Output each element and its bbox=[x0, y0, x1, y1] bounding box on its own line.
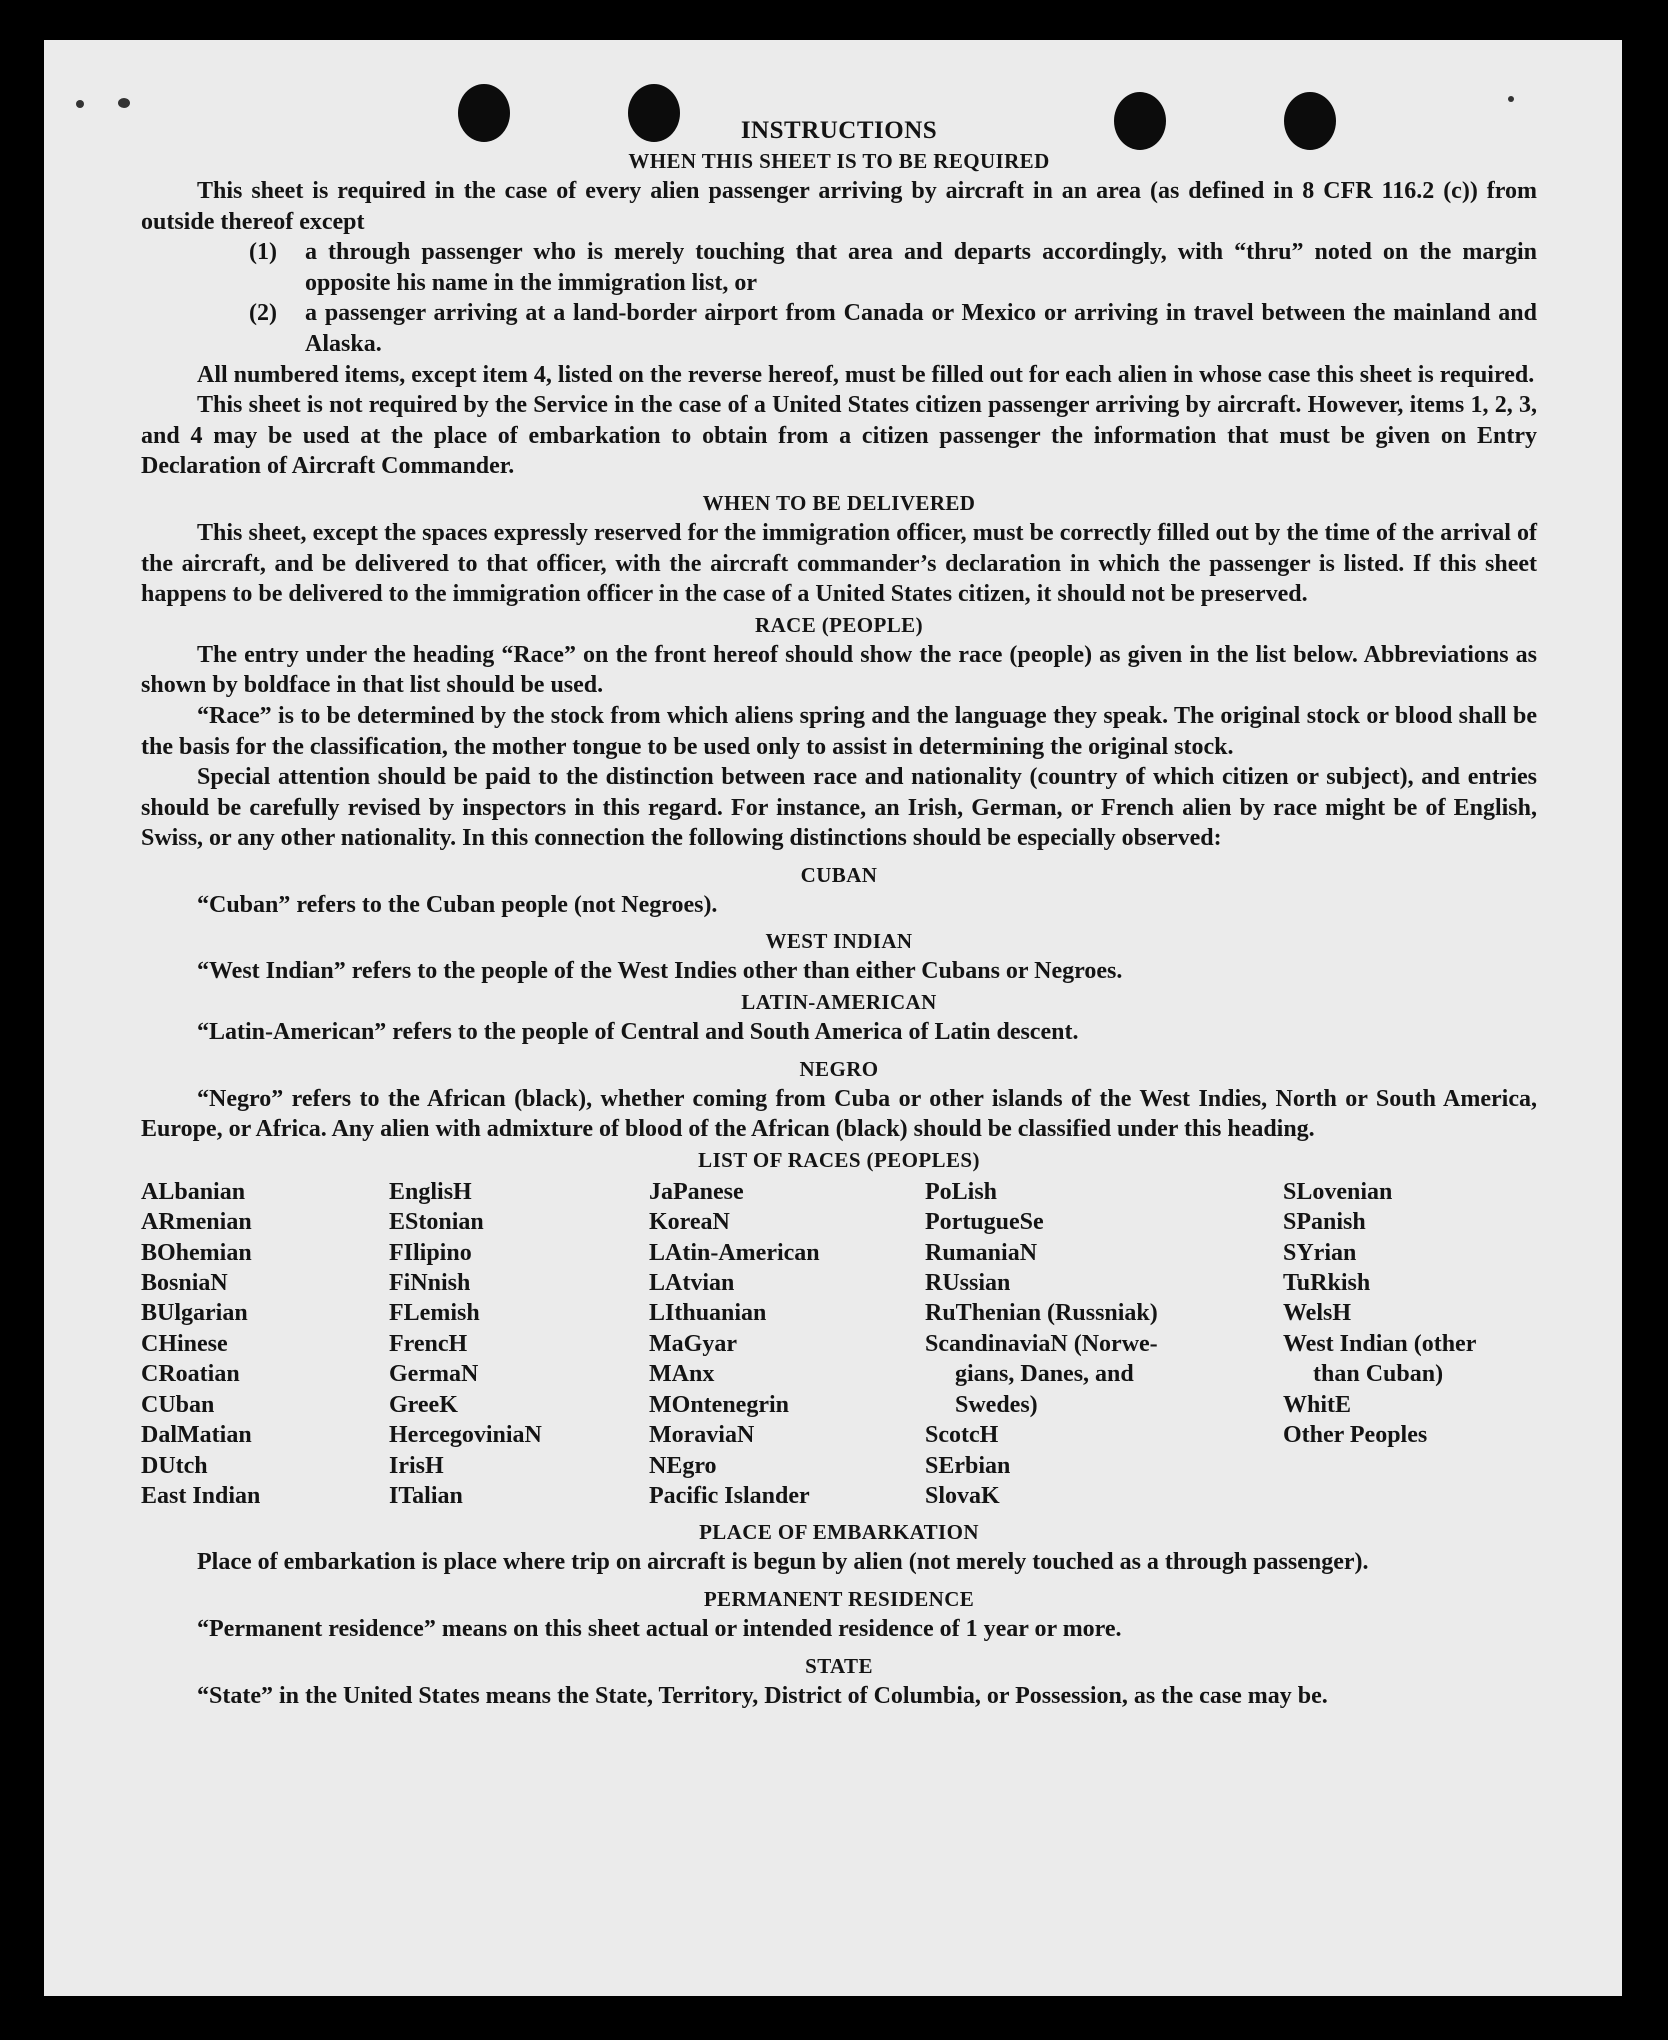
paragraph: “West Indian” refers to the people of the West Indies other than either Cubans or Negroes. bbox=[197, 958, 1123, 985]
item-text: a passenger arriving at a land-border airport from Canada or Mexico or arriving in travel between the mainland and Alaska. bbox=[305, 300, 1537, 357]
races-column bbox=[925, 1177, 1283, 1511]
race-entry: JaPanese bbox=[649, 1178, 744, 1205]
race-entry: RuThenian (Russniak) bbox=[925, 1300, 1158, 1327]
race-entry: FrencH bbox=[389, 1330, 468, 1357]
race-entry-continued: gians, Danes, and bbox=[955, 1361, 1134, 1388]
race-entry: ARmenian bbox=[141, 1209, 252, 1236]
race-entry: MoraviaN bbox=[649, 1422, 755, 1449]
race-entry: ScandinaviaN (Norwe- bbox=[925, 1330, 1158, 1357]
race-entry: RUssian bbox=[925, 1270, 1011, 1297]
section-heading-negro: NEGRO bbox=[799, 1056, 879, 1081]
race-entry: DUtch bbox=[141, 1452, 208, 1479]
section-heading-latin-american: LATIN-AMERICAN bbox=[741, 990, 937, 1015]
paragraph: This sheet, except the spaces expressly reserved for the immigration officer, must be correctly filled out by the time of the arrival of the aircraft, and be delivered to that officer, with the aircraft commander’s declaration in which the passenger is listed. If this sheet happens to be delivered to the immigration officer in the case of a United States citizen, it should not be preserved. bbox=[141, 519, 1537, 608]
race-entry: Other Peoples bbox=[1283, 1422, 1428, 1449]
race-entry: BUlgarian bbox=[141, 1300, 248, 1327]
race-entry: ITalian bbox=[389, 1482, 463, 1509]
race-entry: SlovaK bbox=[925, 1482, 1000, 1509]
race-entry: TuRkish bbox=[1283, 1270, 1371, 1297]
races-column bbox=[1283, 1177, 1537, 1511]
paragraph: Place of embarkation is place where trip on aircraft is begun by alien (not merely touched as a through passenger). bbox=[197, 1549, 1369, 1576]
section-heading-required: WHEN THIS SHEET IS TO BE REQUIRED bbox=[628, 149, 1050, 173]
paragraph: This sheet is required in the case of every alien passenger arriving by aircraft in an area (as defined in 8 CFR 116.2 (c)) from outside thereof except bbox=[141, 178, 1537, 235]
race-entry: PortugueSe bbox=[925, 1209, 1044, 1236]
race-entry: WelsH bbox=[1283, 1300, 1352, 1327]
race-entry: EStonian bbox=[389, 1209, 484, 1236]
race-entry: Pacific Islander bbox=[649, 1482, 810, 1509]
item-number: (2) bbox=[249, 300, 277, 327]
race-entry: FiNnish bbox=[389, 1270, 471, 1297]
race-entry: KoreaN bbox=[649, 1209, 730, 1236]
section-heading-embarkation: PLACE OF EMBARKATION bbox=[699, 1520, 979, 1545]
section-heading-delivered: WHEN TO BE DELIVERED bbox=[702, 490, 976, 515]
race-entry: East Indian bbox=[141, 1482, 261, 1509]
instructions-content bbox=[141, 116, 1537, 1711]
paragraph: The entry under the heading “Race” on the front hereof should show the race (people) as given in the list below. Abbreviations as shown by boldface in that list should be used. bbox=[141, 641, 1537, 699]
paragraph: “Negro” refers to the African (black), whether coming from Cuba or other islands of the West Indies, North or South America, Europe, or Africa. Any alien with admixture of blood of the African (black) should be classified under this heading. bbox=[141, 1085, 1537, 1143]
paragraph: “Cuban” refers to the Cuban people (not Negroes). bbox=[197, 891, 718, 918]
race-entry: SErbian bbox=[925, 1452, 1011, 1479]
race-entry: FIlipino bbox=[389, 1239, 472, 1266]
paragraph: Special attention should be paid to the distinction between race and nationality (country of which citizen or subject), and entries should be carefully revised by inspectors in this regard. For instance, an Irish, German, or French alien by race might be of English, Swiss, or any other nationality. In this connection the following distinctions should be especially observed: bbox=[141, 764, 1537, 852]
race-entry: BosniaN bbox=[141, 1270, 228, 1297]
race-entry: CRoatian bbox=[141, 1361, 240, 1388]
race-entry: EnglisH bbox=[389, 1178, 472, 1205]
race-entry: MaGyar bbox=[649, 1330, 737, 1357]
race-entry: BOhemian bbox=[141, 1239, 252, 1266]
races-list bbox=[141, 1177, 1537, 1511]
race-entry: WhitE bbox=[1283, 1391, 1352, 1418]
document-sheet bbox=[44, 40, 1622, 1996]
race-entry-continued: than Cuban) bbox=[1313, 1361, 1444, 1388]
race-entry: MAnx bbox=[649, 1361, 715, 1388]
section-heading-west-indian: WEST INDIAN bbox=[765, 929, 913, 954]
section-heading-cuban: CUBAN bbox=[800, 862, 878, 887]
page-title: INSTRUCTIONS bbox=[740, 117, 938, 144]
race-entry: ALbanian bbox=[141, 1178, 246, 1205]
list-item bbox=[141, 298, 1537, 359]
race-entry: MOntenegrin bbox=[649, 1391, 789, 1418]
race-entry: FLemish bbox=[389, 1300, 480, 1327]
race-entry: LIthuanian bbox=[649, 1300, 767, 1327]
race-entry: LAtvian bbox=[649, 1270, 735, 1297]
section-heading-races-list: LIST OF RACES (PEOPLES) bbox=[698, 1147, 980, 1172]
paragraph: “Latin-American” refers to the people of Central and South America of Latin descent. bbox=[197, 1019, 1079, 1046]
ink-speck bbox=[76, 100, 84, 108]
race-entry: West Indian (other bbox=[1283, 1330, 1477, 1357]
races-column bbox=[649, 1177, 925, 1511]
race-entry: RumaniaN bbox=[925, 1239, 1038, 1266]
section-heading-residence: PERMANENT RESIDENCE bbox=[703, 1586, 975, 1611]
ink-speck bbox=[1508, 96, 1514, 102]
paragraph: “Race” is to be determined by the stock from which aliens spring and the language they speak. The original stock or blood shall be the basis for the classification, the mother tongue to be used only to assist in determining the original stock. bbox=[141, 702, 1537, 760]
race-entry: CUban bbox=[141, 1391, 215, 1418]
section-heading-state: STATE bbox=[805, 1653, 873, 1678]
paragraph: “Permanent residence” means on this sheet actual or intended residence of 1 year or more. bbox=[197, 1615, 1122, 1642]
race-entry: DalMatian bbox=[141, 1422, 252, 1449]
race-entry: SLovenian bbox=[1283, 1178, 1393, 1205]
race-entry: SPanish bbox=[1283, 1209, 1366, 1236]
race-entry: NEgro bbox=[649, 1452, 717, 1479]
paragraph: All numbered items, except item 4, listed on the reverse hereof, must be filled out for each alien in whose case this sheet is required. bbox=[197, 361, 1535, 388]
races-column bbox=[141, 1177, 389, 1511]
race-entry: SYrian bbox=[1283, 1239, 1357, 1266]
item-text: a through passenger who is merely touching that area and departs accordingly, with “thru” noted on the margin opposite his name in the immigration list, or bbox=[305, 239, 1537, 296]
race-entry: LAtin-American bbox=[649, 1239, 820, 1266]
race-entry: HercegoviniaN bbox=[389, 1422, 542, 1449]
races-column bbox=[389, 1177, 649, 1511]
item-number: (1) bbox=[249, 239, 277, 266]
race-entry-continued: Swedes) bbox=[955, 1391, 1038, 1418]
race-entry: IrisH bbox=[389, 1452, 444, 1479]
race-entry: CHinese bbox=[141, 1330, 228, 1357]
race-entry: GermaN bbox=[389, 1361, 479, 1388]
race-entry: ScotcH bbox=[925, 1422, 999, 1449]
section-heading-race: RACE (PEOPLE) bbox=[755, 612, 923, 637]
race-entry: GreeK bbox=[389, 1391, 458, 1418]
list-item bbox=[141, 237, 1537, 298]
paragraph: “State” in the United States means the State, Territory, District of Columbia, or Possession, as the case may be. bbox=[197, 1682, 1328, 1709]
race-entry: PoLish bbox=[925, 1178, 998, 1205]
ink-speck bbox=[118, 98, 130, 108]
paragraph: This sheet is not required by the Service in the case of a United States citizen passenger arriving by aircraft. However, items 1, 2, 3, and 4 may be used at the place of embarkation to obtain from a citizen passenger the information that must be given on Entry Declaration of Aircraft Commander. bbox=[141, 392, 1537, 480]
